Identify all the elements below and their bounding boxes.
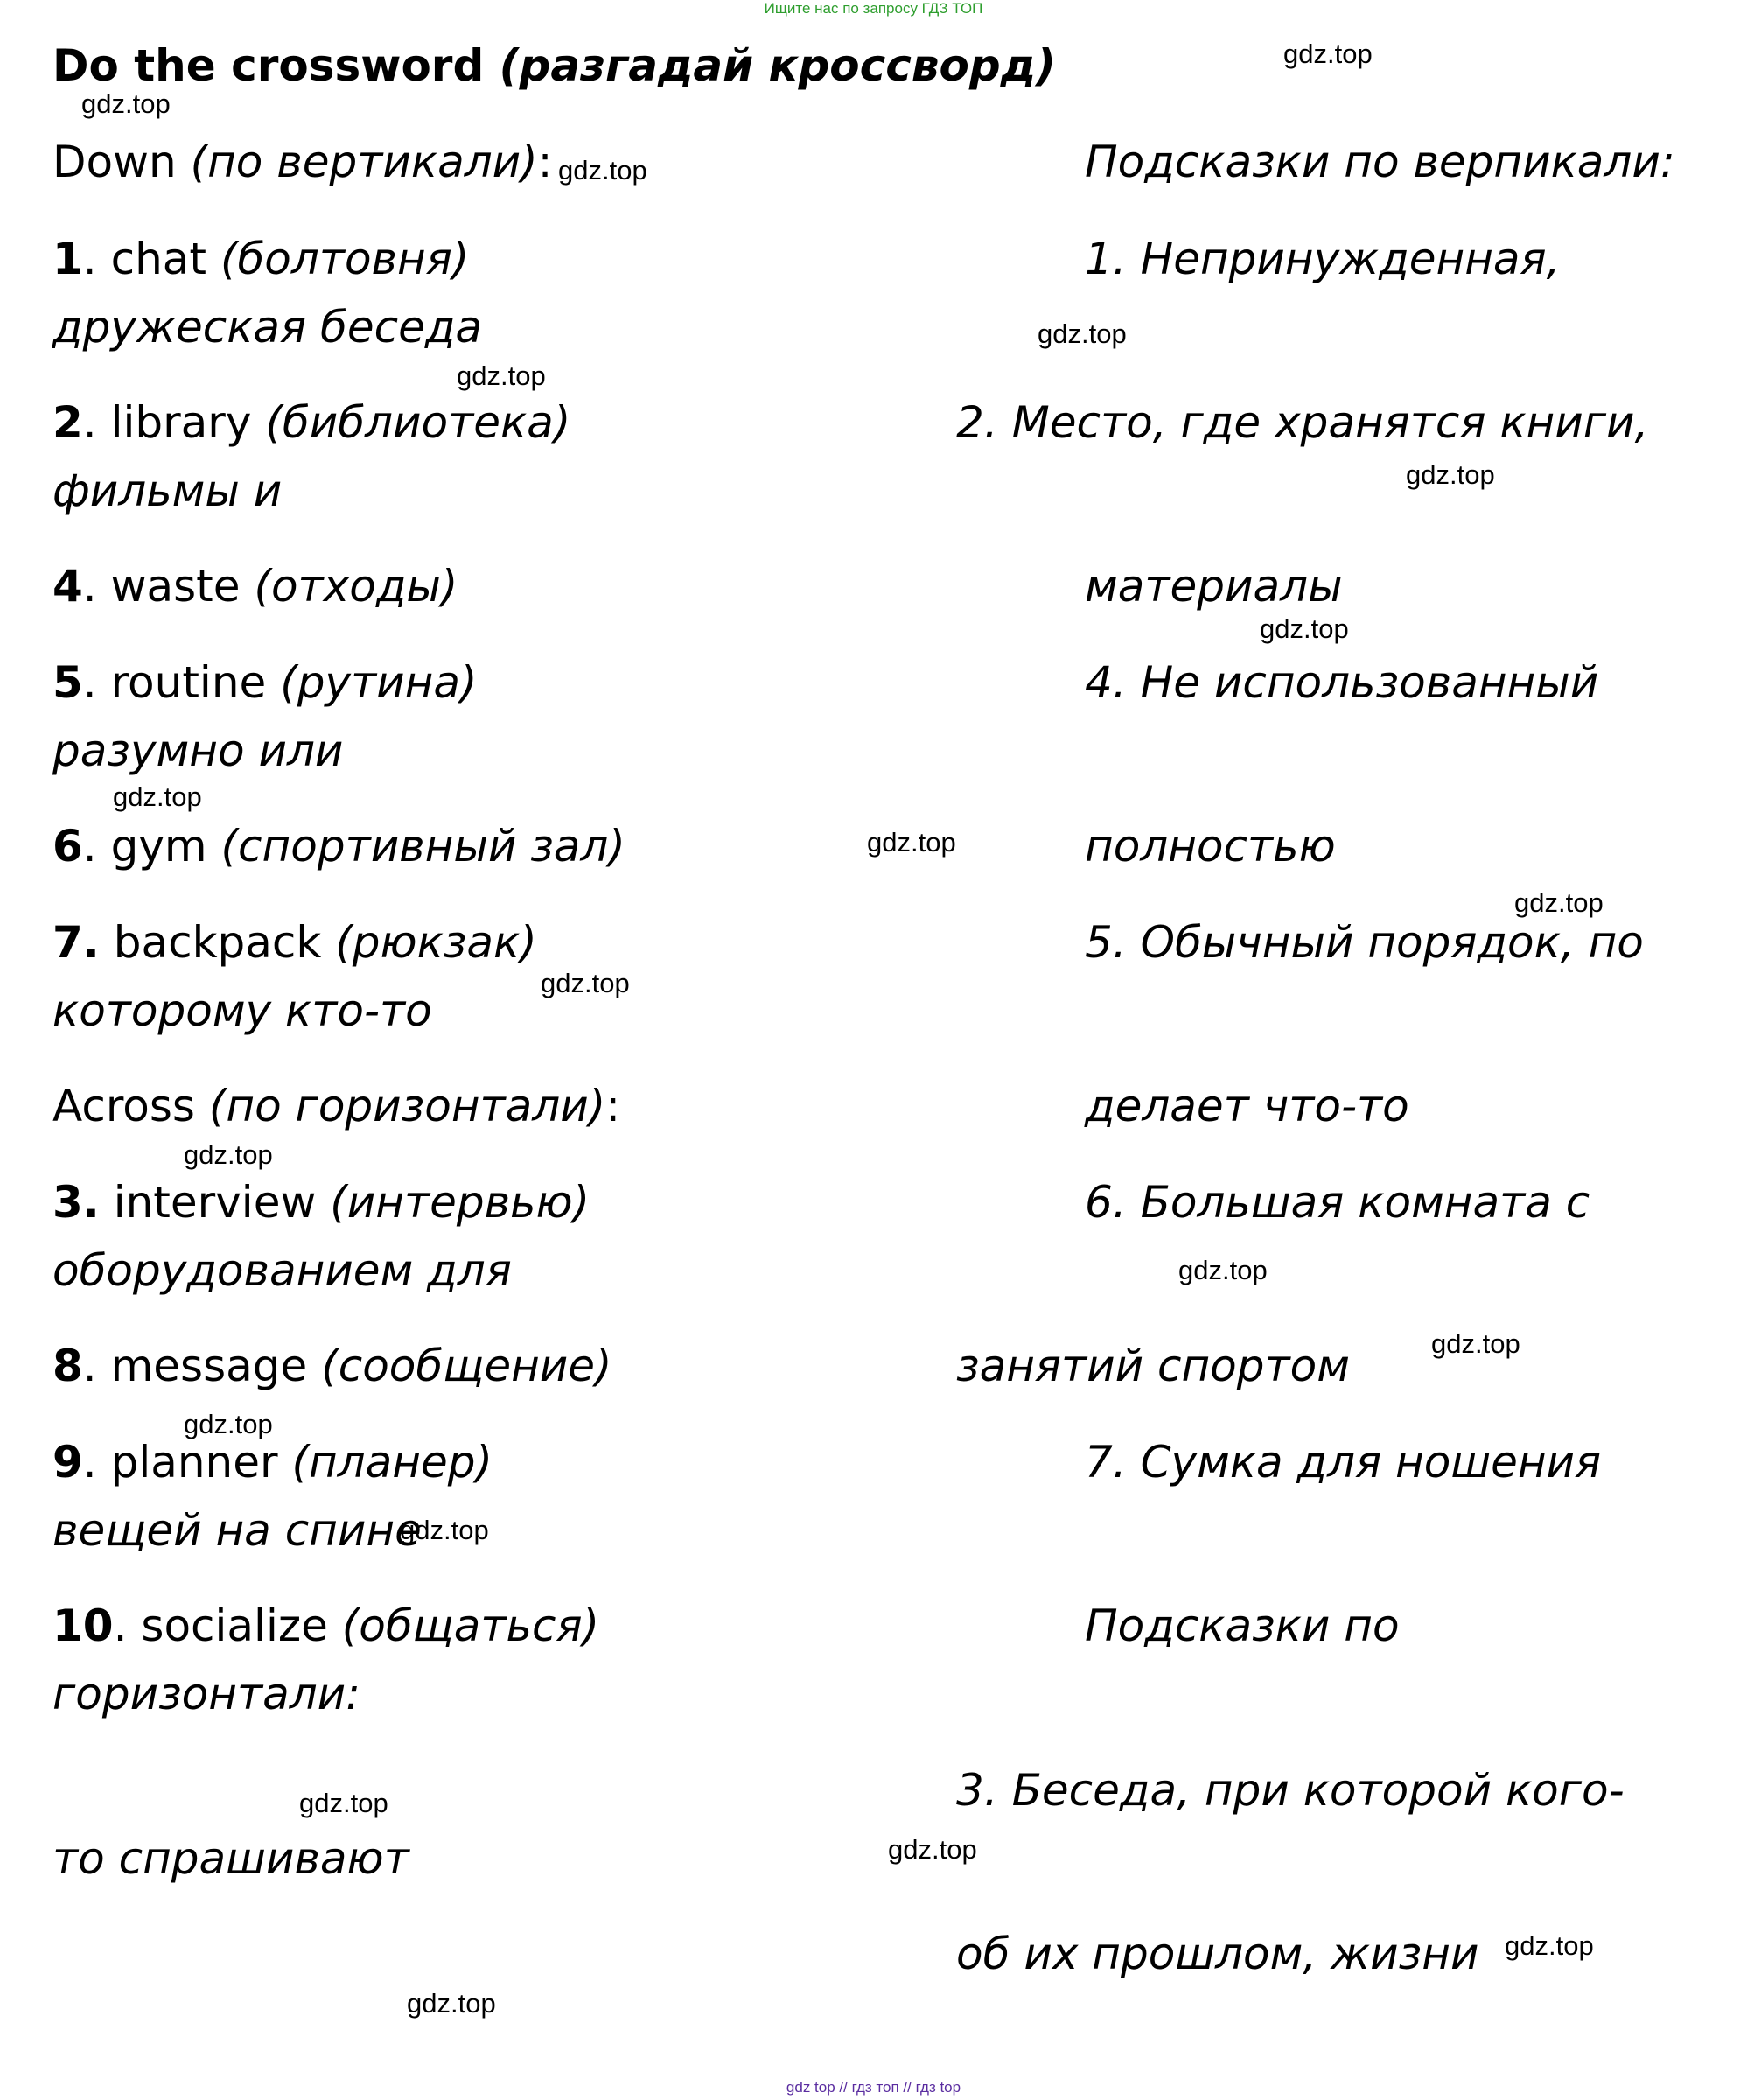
item-word: chat [110,234,207,284]
item-translation: (общаться) [341,1600,600,1651]
list-item: вещей на спине [52,1505,422,1556]
item-sep: . [82,1340,111,1391]
down-colon: : [537,136,553,187]
item-sep [100,917,114,968]
item-number: 9 [52,1437,83,1488]
hint-line: занятий спортом [956,1340,1350,1391]
top-note: Ищите нас по запросу ГДЗ ТОП [764,0,983,17]
down-heading [52,136,553,188]
item-number: 10 [52,1600,114,1651]
hint-line: 3. Беседа, при которой кого- [956,1765,1625,1816]
across-label: Across [52,1081,195,1131]
item-number: 4 [52,561,83,612]
hint-line: 2. Место, где хранятся книги, [956,397,1649,448]
list-item [52,1436,493,1488]
item-number: 2 [52,397,83,448]
item-number: 1 [52,234,83,284]
list-item [52,1340,612,1392]
item-sep: . [82,234,111,284]
item-number: 6 [52,821,83,872]
hint-line: делает что-то [1085,1081,1409,1131]
item-translation: (рутина) [280,657,478,708]
item-sep: . [82,561,111,612]
watermark: gdz.top [888,1834,977,1865]
list-item [52,1600,599,1652]
item-word: backpack [113,917,322,968]
page-title [52,39,1056,92]
list-item [52,396,570,449]
item-sep: . [82,397,111,448]
item-word: socialize [141,1600,328,1651]
hint-line: Подсказки по [1085,1600,1400,1651]
watermark: gdz.top [541,968,630,998]
across-translation: (по горизонтали) [208,1081,606,1131]
watermark: gdz.top [457,360,546,391]
list-item [52,656,477,709]
hint-line: 6. Большая комната с [1085,1177,1590,1228]
item-translation: (планер) [291,1437,493,1488]
watermark: gdz.top [184,1139,273,1170]
item-number: 5 [52,657,83,708]
item-translation: (болтовня) [220,234,470,284]
list-item [52,560,458,612]
item-sep: . [113,1600,142,1651]
hint-line: об их прошлом, жизни [956,1928,1479,1979]
item-word: interview [113,1177,317,1228]
watermark: gdz.top [1505,1930,1594,1961]
list-item [52,1176,590,1228]
down-label: Down [52,136,177,187]
footer-note: gdz top // гдз топ // гдз top [786,2079,961,2096]
watermark: gdz.top [867,827,956,858]
item-word: routine [110,657,267,708]
item-translation: (интервью) [330,1177,590,1228]
watermark: gdz.top [1514,887,1604,918]
item-sep [100,1177,114,1228]
item-number: 3. [52,1177,100,1228]
across-heading [52,1080,620,1132]
watermark: gdz.top [400,1515,489,1545]
list-item: которому кто-то [52,985,432,1036]
watermark: gdz.top [1260,613,1349,644]
watermark: gdz.top [1406,459,1495,490]
watermark: gdz.top [299,1788,388,1818]
watermark: gdz.top [1038,318,1127,349]
hint-line: 1. Непринужденная, [1085,234,1561,284]
watermark: gdz.top [113,781,202,812]
item-number: 7. [52,917,100,968]
item-number: 8 [52,1340,83,1391]
item-translation: (библиотека) [265,397,571,448]
item-translation: (рюкзак) [335,917,537,968]
item-sep: . [82,1437,111,1488]
list-item: дружеская беседа [52,302,483,353]
list-item: разумно или [52,725,344,776]
list-item: фильмы и [52,466,283,516]
list-item: то спрашивают [52,1833,409,1884]
item-translation: (сообщение) [321,1340,612,1391]
item-sep: . [82,657,111,708]
title-main: Do the crossword [52,40,485,91]
item-word: waste [110,561,241,612]
item-word: message [110,1340,308,1391]
hint-line: 5. Обычный порядок, по [1085,917,1644,968]
watermark: gdz.top [407,1988,496,2019]
item-word: planner [110,1437,278,1488]
list-item: горизонтали: [52,1669,361,1719]
item-sep: . [82,821,111,872]
item-word: gym [110,821,207,872]
list-item: оборудованием для [52,1245,512,1296]
watermark: gdz.top [1178,1255,1268,1285]
list-item [52,820,625,872]
list-item [52,916,537,969]
watermark: gdz.top [81,88,171,119]
down-translation: (по вертикали) [190,136,538,187]
across-colon: : [605,1081,621,1131]
watermark: gdz.top [1283,38,1373,69]
watermark: gdz.top [558,155,647,186]
hint-line: полностью [1085,821,1336,872]
title-translation: (разгадай кроссворд) [499,40,1056,91]
item-translation: (спортивный зал) [220,821,625,872]
watermark: gdz.top [1431,1328,1520,1359]
list-item [52,233,469,285]
watermark: gdz.top [184,1409,273,1439]
item-word: library [110,397,252,448]
hint-line: материалы [1085,561,1343,612]
hint-line: Подсказки по верпикали: [1085,136,1675,187]
item-translation: (отходы) [254,561,458,612]
hint-line: 7. Сумка для ношения [1085,1437,1602,1488]
hint-line: 4. Не использованный [1085,657,1599,708]
